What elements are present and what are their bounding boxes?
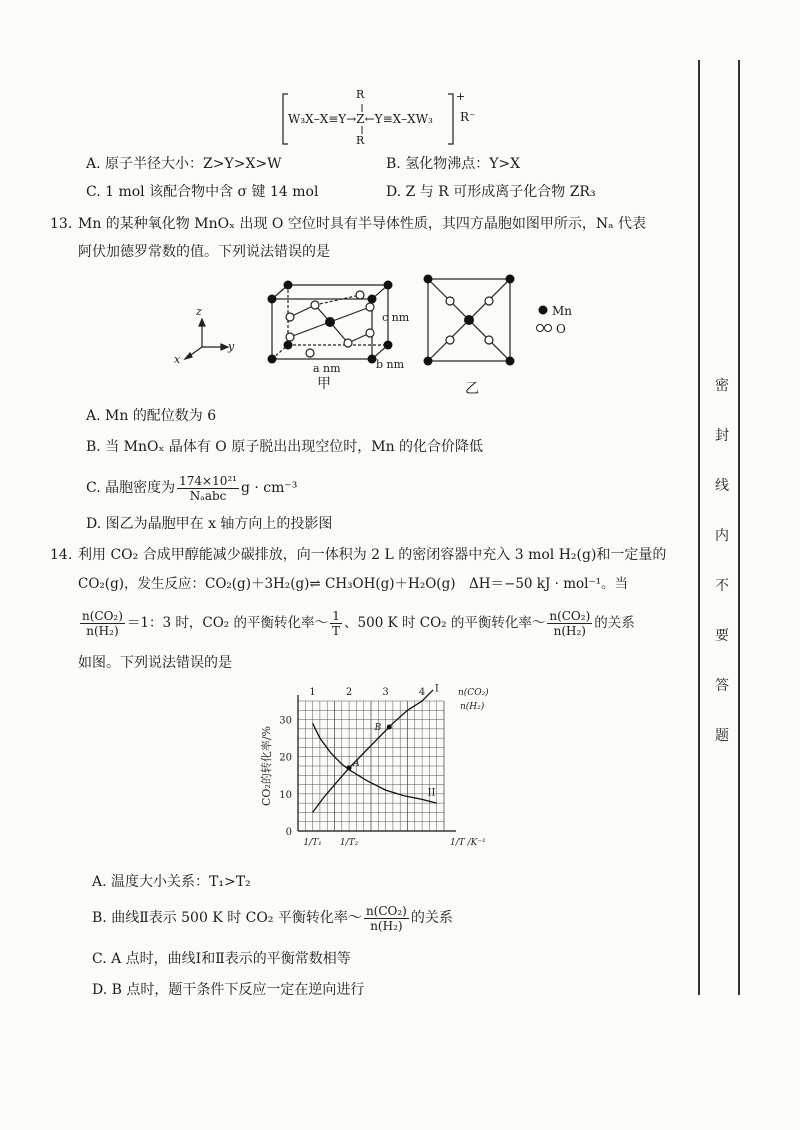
q13-option-d: D. 图乙为晶胞甲在 x 轴方向上的投影图 (86, 516, 333, 532)
top-tick-label: 1 (309, 687, 316, 698)
legend-mn-label: Mn (552, 304, 573, 318)
margin-char-8: 题 (715, 728, 729, 744)
formula-r-top: R (356, 88, 365, 101)
margin-char-1: 密 (715, 378, 729, 394)
axis-y-label: y (228, 340, 235, 353)
margin-rule-left (698, 60, 700, 995)
y-axis-label: CO₂的转化率/% (260, 725, 273, 807)
q14-stem-line1: 利用 CO₂ 合成甲醇能减少碳排放，向一体积为 2 L 的密闭容器中充入 3 mol H₂(g)和一定量的 (78, 547, 667, 563)
formula-counter-ion: R⁻ (460, 110, 476, 124)
y-tick-label: 10 (279, 789, 292, 801)
q14-stem-line4: 如图。下列说法错误的是 (78, 655, 232, 671)
margin-char-7: 答 (715, 678, 729, 694)
q13-option-c: C. 晶胞密度为 $\frac{\text{174×10²¹}}{\text{Nₐabc}}$ g · cm⁻³ (86, 473, 298, 503)
mn-atoms-jia (268, 281, 393, 364)
q14-option-c: C. A 点时，曲线Ⅰ和Ⅱ表示的平衡常数相等 (92, 951, 351, 967)
q14-chart (262, 683, 522, 863)
top-tick-label: 4 (418, 687, 426, 698)
legend-o-label: O (556, 322, 566, 336)
margin-char-4: 内 (715, 528, 729, 544)
y-tick-label: 30 (279, 715, 292, 727)
point-b (387, 725, 392, 730)
q12-option-d: D. Z 与 R 可形成离子化合物 ZR₃ (386, 184, 596, 200)
axis-z-label: z (196, 305, 202, 318)
fig-jia-caption: 甲 (317, 376, 331, 392)
x-axis-label: 1/T /K⁻¹ (450, 838, 486, 848)
margin-char-2: 封 (715, 428, 729, 444)
q13-figure (170, 265, 600, 400)
formula-r-bottom: R (356, 134, 365, 147)
q14-stem-line2: CO₂(g)，发生反应：CO₂(g)＋3H₂(g)⇌ CH₃OH(g)＋H₂O(g) ΔH＝−50 kJ · mol⁻¹。当 (78, 576, 629, 592)
legend-mn-marker (539, 306, 548, 315)
margin-char-5: 不 (715, 578, 729, 594)
dim-c-label: c nm (382, 311, 410, 324)
axis-x-label: x (174, 353, 181, 366)
y-tick-label: 0 (285, 827, 292, 838)
q13-number: 13. (50, 216, 73, 232)
formula-chain: W₃X–X≡Y→Z←Y≡X–XW₃ (288, 112, 433, 126)
fig-yi-caption: 乙 (465, 381, 479, 397)
point-b-label: B (374, 723, 382, 733)
dim-a-label: a nm (313, 362, 341, 375)
q13-stem-line2: 阿伏加德罗常数的值。下列说法错误的是 (78, 244, 330, 260)
conversion-chart-svg (262, 683, 522, 863)
curve-label-I: I (434, 683, 439, 695)
q12-option-a: A. 原子半径大小：Z>Y>X>W (86, 156, 282, 172)
margin-char-6: 要 (715, 628, 729, 644)
density-fraction: $\frac{\text{174×10²¹}}{\text{Nₐabc}}$ (179, 473, 237, 503)
q12-option-b: B. 氢化物沸点：Y>X (386, 156, 521, 172)
y-tick-label: 20 (279, 752, 292, 764)
x-tick-label-t1: 1/T₁ (303, 838, 322, 848)
crystal-cell-svg (170, 265, 600, 400)
point-a-label: A (353, 758, 360, 769)
point-a (347, 765, 352, 770)
top-tick-label: 3 (382, 687, 389, 698)
formula-charge: + (456, 90, 466, 103)
curve-label-II: II (427, 787, 436, 799)
q13-option-b: B. 当 MnOₓ 晶体有 O 原子脱出出现空位时，Mn 的化合价降低 (86, 439, 484, 455)
q14-stem-line3: $\frac{\text{n(CO₂)}}{\text{n(H₂)}}$ ＝1：3 时，CO₂ 的平衡转化率～ $\frac{1}{T}$ 、500 K 时 CO₂ 的平衡转化率～ $\frac{\text{n(CO₂)}}{\text{n(H₂)}}$ 的关系 (82, 608, 635, 638)
margin-char-3: 线 (715, 478, 729, 494)
top-axis-label-den: n(H₂) (460, 702, 485, 712)
top-tick-label: 2 (345, 687, 353, 698)
series-line-II (313, 723, 437, 803)
q12-option-c: C. 1 mol 该配合物中含 σ 键 14 mol (86, 184, 319, 200)
q13-option-a: A. Mn 的配位数为 6 (86, 408, 217, 424)
q14-number: 14. (50, 547, 73, 563)
q14-option-a: A. 温度大小关系：T₁>T₂ (92, 874, 251, 890)
dim-b-label: b nm (376, 358, 405, 371)
margin-rule-right (738, 60, 740, 995)
q14-option-b: B. 曲线Ⅱ表示 500 K 时 CO₂ 平衡转化率～ $\frac{\text{n(CO₂)}}{\text{n(H₂)}}$ 的关系 (92, 903, 453, 933)
x-tick-label-t2: 1/T₂ (339, 838, 359, 848)
axes-icon (185, 319, 228, 359)
complex-formula (280, 88, 480, 150)
q14-option-d: D. B 点时，题干条件下反应一定在逆向进行 (92, 982, 365, 998)
legend-o-marker (537, 325, 544, 332)
top-axis-label-num: n(CO₂) (458, 688, 489, 698)
q13-stem-line1: Mn 的某种氧化物 MnOₓ 出现 O 空位时具有半导体性质，其四方晶胞如图甲所示，Nₐ 代表 (78, 216, 646, 232)
